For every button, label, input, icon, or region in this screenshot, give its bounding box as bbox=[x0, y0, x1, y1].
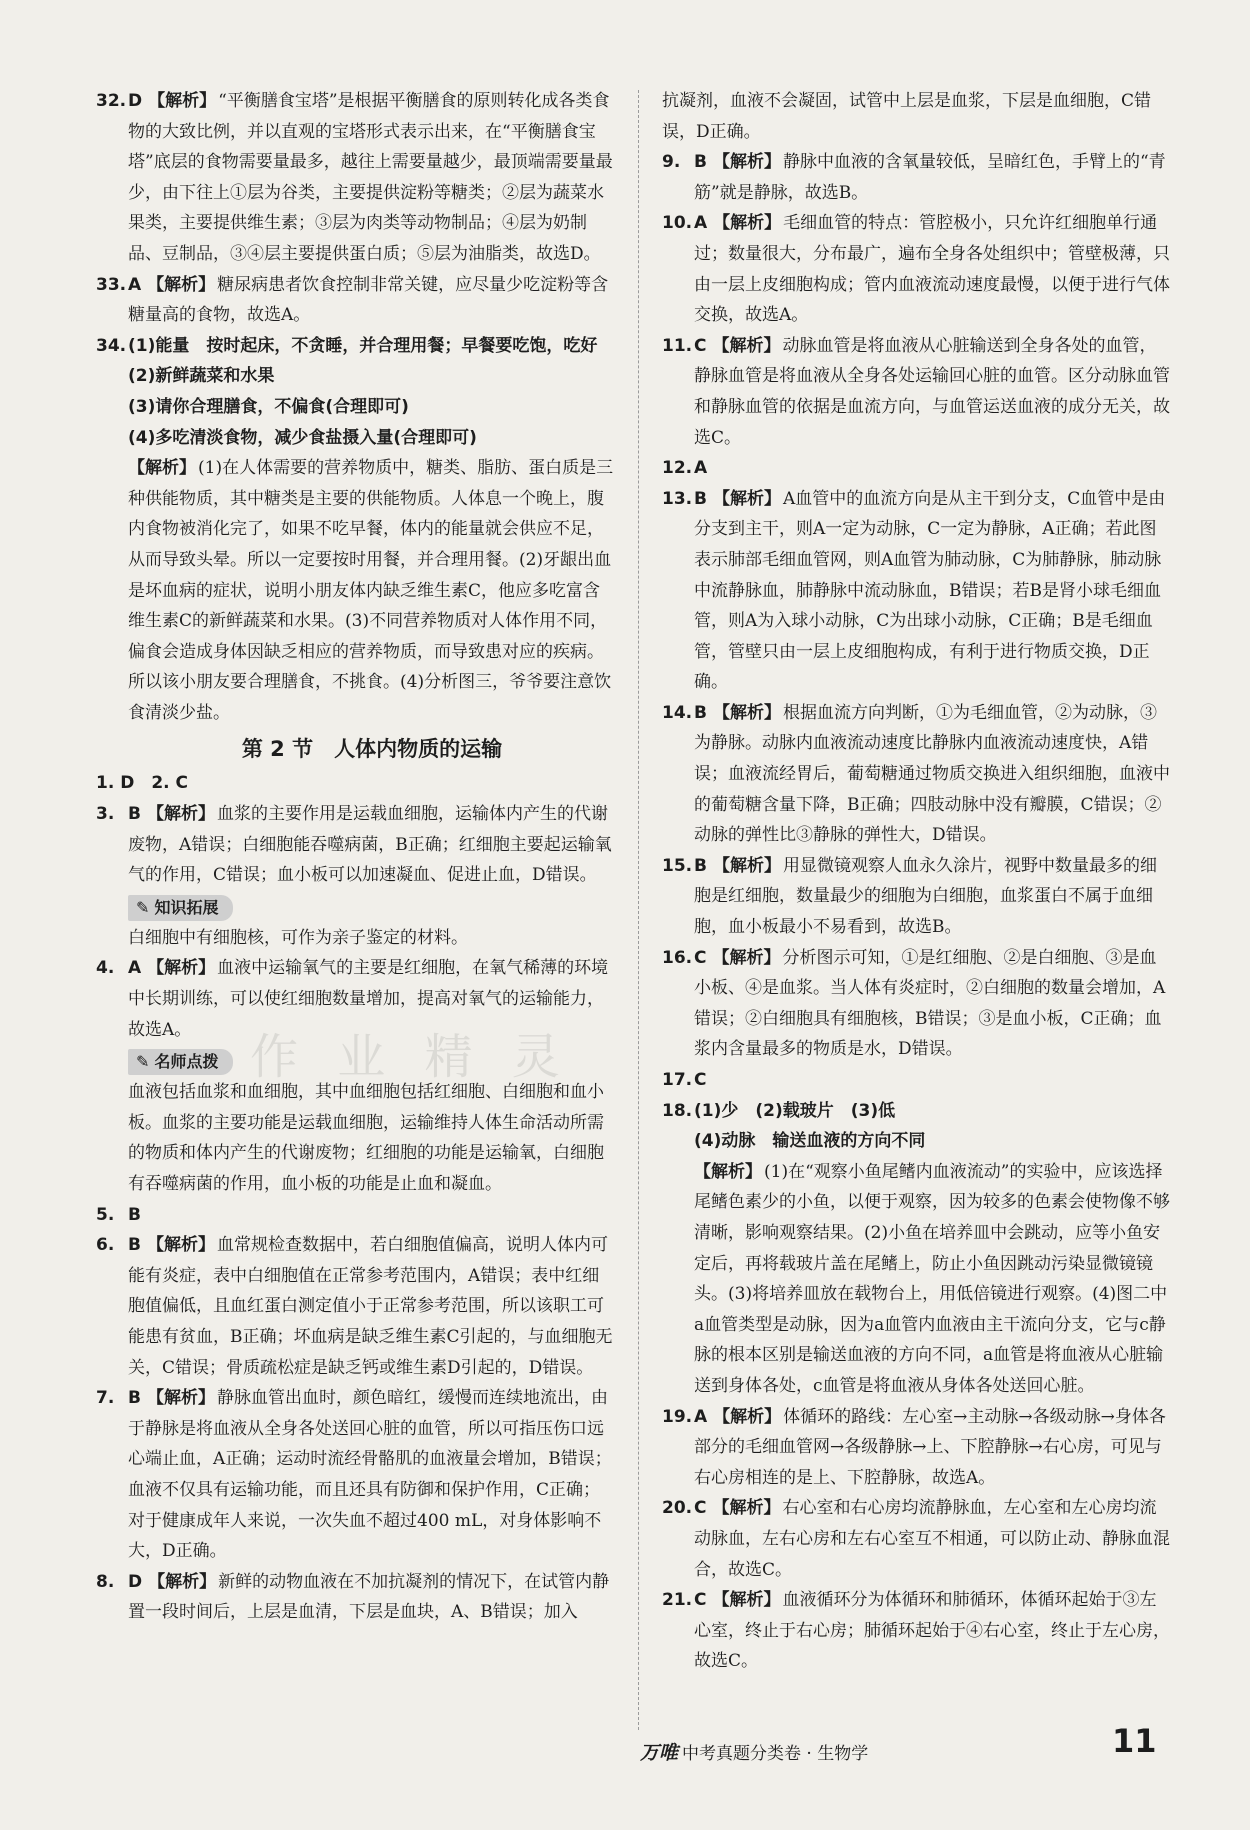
knowledge-extension-text: 白细胞中有细胞核，可作为亲子鉴定的材料。 bbox=[128, 927, 468, 948]
answer-14: 14. B 【解析】 根据血流方向判断，①为毛细血管，②为动脉，③为静脉。动脉内血液流动速度比静脉内血液流动速度快，A错误；血液流经胃后，葡萄糖通过物质交换进入组织细胞，血液中的葡萄糖含量下降，B正确；四肢动脉中没有瓣膜，C错误；②动脉的弹性比③静脉的弹性大，D错误。 bbox=[662, 702, 1170, 846]
footer bbox=[640, 1738, 868, 1765]
right-column bbox=[662, 86, 1172, 1677]
book-title: 中考真题分类卷 · 生物学 bbox=[682, 1744, 869, 1764]
answer-18-line2: (4)动脉 输送血液的方向不同 bbox=[694, 1131, 926, 1152]
answer-12: 12. A bbox=[662, 458, 708, 479]
answer-8: 8. D 【解析】 新鲜的动物血液在不加抗凝剂的情况下，在试管内静置一段时间后，上层是血清，下层是血块，A、B错误；加入 bbox=[96, 1571, 610, 1623]
column-divider bbox=[638, 90, 639, 1730]
answer-15: 15. B 【解析】 用显微镜观察人血永久涂片，视野中数量最多的细胞是红细胞，数量最少的细胞为白细胞，血浆蛋白不属于血细胞，血小板最小不易看到，故选B。 bbox=[662, 855, 1157, 938]
answer-19: 19. A 【解析】 体循环的路线：左心室→主动脉→各级动脉→身体各部分的毛细血管网→各级静脉→上、下腔静脉→右心房，可见与右心房相连的是上、下腔静脉，故选A。 bbox=[662, 1406, 1166, 1488]
section-title: 第 2 节 人体内物质的运输 bbox=[241, 737, 503, 762]
teacher-tip-text: 血液包括血浆和血细胞，其中血细胞包括红细胞、白细胞和血小板。血浆的主要功能是运载血细胞，运输维持人体生命活动所需的物质和体内产生的代谢废物；红细胞的功能是运输氧，白细胞有吞噬病菌的作用，血小板的功能是止血和凝血。 bbox=[128, 1082, 604, 1194]
watermark: 作 业 精 灵 bbox=[250, 1029, 572, 1085]
answer-8-continued: 抗凝剂，血液不会凝固，试管中上层是血浆，下层是血细胞，C错误，D正确。 bbox=[662, 91, 1152, 142]
left-column bbox=[96, 86, 616, 1628]
answer-7: 7. B 【解析】 静脉血管出血时，颜色暗红，缓慢而连续地流出，由于静脉是将血液从全身各处送回心脏的血管，所以可指压伤口远心端止血，A正确；运动时流经骨骼肌的血液量会增加，B错误；血液不仅具有运输功能，而且还具有防御和保护作用，C正确；对于健康成年人来说，一次失血不超过400 mL，对身体影响不大，D正确。 bbox=[96, 1388, 612, 1562]
answer-34-explanation: 【解析】 (1)在人体需要的营养物质中，糖类、脂肪、蛋白质是三种供能物质，其中糖类是主要的供能物质。人体息一个晚上，腹内食物被消化完了，如果不吃早餐，体内的能量就会供应不足，从而导致头晕。所以一定要按时用餐，并合理用餐。(2)牙龈出血是坏血病的症状，说明小朋友体内缺乏维生素C，他应多吃富含维生素C的新鲜蔬菜和水果。(3)不同营养物质对人体作用不同，偏食会造成身体因缺乏相应的营养物质，而导致患对应的疾病。所以该小朋友要合理膳食，不挑食。(4)分析图三，爷爷要注意饮食清淡少盐。 bbox=[128, 458, 614, 723]
answer-34: 34. (1)能量 按时起床，不贪睡，并合理用餐；早餐要吃饱，吃好 (2)新鲜蔬菜和水果 bbox=[96, 335, 615, 387]
answer-34-line2: (3)请你合理膳食，不偏食(合理即可) bbox=[128, 396, 409, 417]
knowledge-extension-label: ✎ 知识拓展 bbox=[128, 895, 233, 921]
answer-6: 6. B 【解析】 血常规检查数据中，若白细胞值偏高，说明人体内可能有炎症，表中白细胞值在正常参考范围内，A错误；表中红细胞值偏低，且血红蛋白测定值小于正常参考范围，所以该职工可能患有贫血，B正确；坏血病是缺乏维生素C引起的，与血细胞无关，C错误；骨质疏松症是缺乏钙或维生素D引起的，D错误。 bbox=[96, 1235, 613, 1378]
answer-1-2: 1. D 2. C bbox=[96, 773, 188, 794]
brand-logo: 万唯 bbox=[640, 1742, 679, 1764]
answer-21: 21. C 【解析】 血液循环分为体循环和肺循环，体循环起始于③左心室，终止于右心房；肺循环起始于④右心室，终止于左心房，故选C。 bbox=[662, 1590, 1170, 1672]
answer-5: 5. B bbox=[96, 1204, 141, 1225]
answer-3: 3. B 【解析】 血浆的主要作用是运载血细胞，运输体内产生的代谢废物，A错误；白细胞能吞噬病菌，B正确；红细胞主要起运输氧气的作用，C错误；血小板可以加速凝血、促进止血，D错误。 bbox=[96, 804, 612, 886]
answer-13: 13. B 【解析】 A血管中的血流方向是从主干到分支，C血管中是由分支到主干，则A一定为动脉，C一定为静脉，A正确；若此图表示肺部毛细血管网，则A血管为肺动脉，C为肺静脉，肺动脉中流静脉血，肺静脉中流动脉血，B错误；若B是肾小球毛细血管，则A为入球小动脉，C为出球小动脉，C正确；B是毛细血管，管壁只由一层上皮细胞构成，有利于进行物质交换，D正确。 bbox=[662, 488, 1166, 693]
answer-4: 4. A 【解析】 血液中运输氧气的主要是红细胞，在氧气稀薄的环境中长期训练，可以使红细胞数量增加，提高对氧气的运输能力，故选A。 bbox=[96, 958, 609, 1040]
answer-11: 11. C 【解析】 动脉血管是将血液从心脏输送到全身各处的血管，静脉血管是将血液从全身各处运输回心脏的血管。区分动脉血管和静脉血管的依据是血流方向，与血管运送血液的成分无关，故选C。 bbox=[662, 335, 1170, 448]
answer-34-line3: (4)多吃清淡食物，减少食盐摄入量(合理即可) bbox=[128, 427, 477, 448]
answer-10: 10. A 【解析】 毛细血管的特点：管腔极小，只允许红细胞单行通过；数量很大，分布最广，遍布全身各处组织中；管壁极薄，只由一层上皮细胞构成；管内血液流动速度最慢，以便于进行气体交换，故选A。 bbox=[662, 213, 1170, 326]
answer-33: 33. A 【解析】 糖尿病患者饮食控制非常关键，应尽量少吃淀粉等含糖量高的食物，故选A。 bbox=[96, 274, 609, 326]
answer-16: 16. C 【解析】 分析图示可知，①是红细胞、②是白细胞、③是血小板、④是血浆。当人体有炎症时，②白细胞的数量会增加，A错误；②白细胞具有细胞核，B错误；③是血小板，C正确；血浆内含量最多的物质是水，D错误。 bbox=[662, 947, 1166, 1060]
answer-32: 32. D 【解析】 “平衡膳食宝塔”是根据平衡膳食的原则转化成各类食物的大致比例，并以直观的宝塔形式表示出来，在“平衡膳食宝塔”底层的食物需要量最多，越往上需要量越少，最顶端需要量最少，由下往上①层为谷类，主要提供淀粉等糖类；②层为蔬菜水果类，主要提供维生素；③层为肉类等动物制品；④层为奶制品、豆制品，③④层主要提供蛋白质；⑤层为油脂类，故选D。 bbox=[96, 91, 613, 264]
answer-17: 17. C bbox=[662, 1070, 707, 1090]
page-number: 11 bbox=[1112, 1722, 1157, 1760]
answer-9: 9. B 【解析】 静脉中血液的含氧量较低，呈暗红色，手臂上的“青筋”就是静脉，故选B。 bbox=[662, 152, 1166, 203]
answer-18: 18. (1)少 (2)载玻片 (3)低 bbox=[662, 1100, 896, 1121]
answer-18-explanation: 【解析】 (1)在“观察小鱼尾鳍内血液流动”的实验中，应该选择尾鳍色素少的小鱼，以便于观察，因为较多的色素会使物像不够清晰，影响观察结果。(2)小鱼在培养皿中会跳动，应等小鱼安定后，再将载玻片盖在尾鳍上，防止小鱼因跳动污染显微镜镜头。(3)将培养皿放在载物台上，用低倍镜进行观察。(4)图二中a血管类型是动脉，因为a血管内血液由主干流向分支，它与c静脉的根本区别是输送血液的方向不同，a血管是将血液从心脏输送到身体各处，c血管是将血液从身体各处送回心脏。 bbox=[694, 1161, 1170, 1396]
answer-20: 20. C 【解析】 右心室和右心房均流静脉血，左心室和左心房均流动脉血，左右心房和左右心室互不相通，可以防止动、静脉血混合，故选C。 bbox=[662, 1498, 1170, 1580]
teacher-tip-label: ✎ 名师点拨 bbox=[128, 1049, 233, 1075]
